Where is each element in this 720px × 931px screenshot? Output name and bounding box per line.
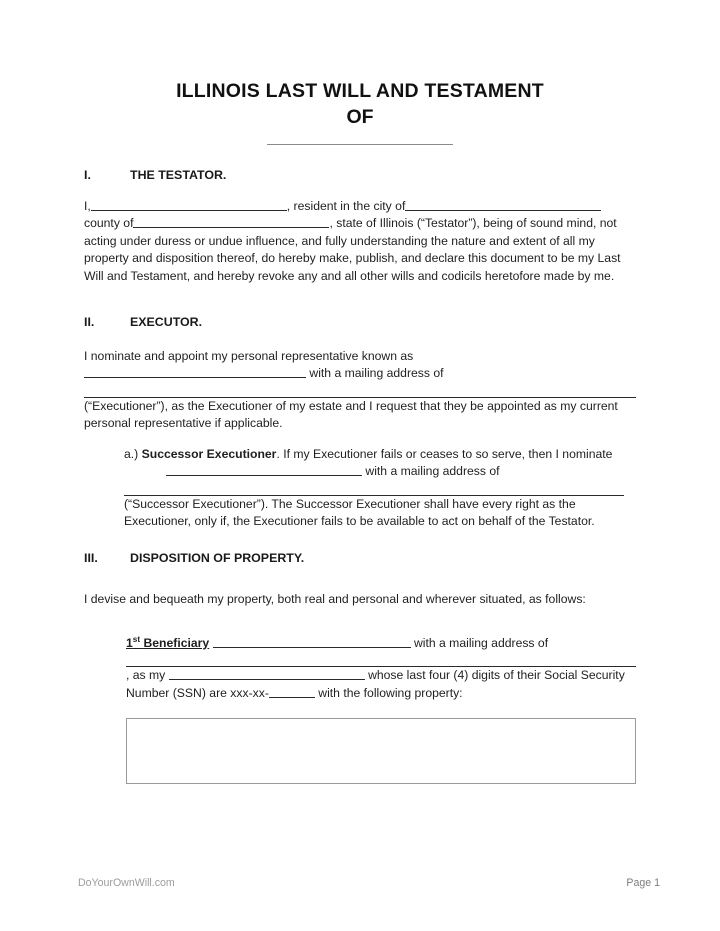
successor-text-2: with a mailing address of: [365, 464, 500, 479]
section-heading-testator: [84, 168, 226, 182]
testator-name-input[interactable]: [91, 198, 287, 211]
footer-site-name: DoYourOwnWill.com: [78, 877, 175, 889]
property-description-box[interactable]: [126, 718, 636, 784]
successor-executor-item: [124, 446, 624, 531]
executor-text-3: (“Executioner”), as the Executioner of my estate and I request that they be appointed as my current personal representative if applicable.: [84, 398, 618, 431]
disposition-text-1: I devise and bequeath my property, both real and personal and wherever situated, as follows:: [84, 592, 586, 606]
beneficiary-relationship-input[interactable]: [169, 667, 365, 680]
testator-text-2: , resident in the city of: [286, 199, 406, 213]
executor-text-1: I nominate and appoint my personal representative known as: [84, 349, 414, 363]
testator-text-4: , state of Illinois (“Testator”), being of sound mind, not acting under duress or undue influence, and fully understanding the nature and extent of all my property and disposition thereof, do hereby make, publish, and declare this document to be my Last Will and Testament, and hereby revoke any and all other wills and codicils heretofore made by me.: [84, 216, 621, 283]
document-title-block: [84, 78, 636, 145]
beneficiary-text-2: , as my: [126, 668, 166, 683]
beneficiary-label-number: 1: [126, 636, 133, 650]
beneficiary-address-input[interactable]: [126, 652, 636, 667]
beneficiary-label-suffix: st: [132, 634, 141, 644]
successor-address-input[interactable]: [124, 481, 624, 496]
beneficiary-text-1: with a mailing address of: [413, 636, 549, 650]
section-title-testator: THE TESTATOR.: [130, 168, 227, 182]
section-number-ii: II.: [84, 315, 95, 329]
testator-name-blank-line[interactable]: [267, 144, 453, 145]
successor-name-input[interactable]: [166, 463, 362, 476]
successor-label: Successor Executioner: [141, 447, 277, 461]
disposition-paragraph: [84, 591, 636, 608]
successor-text-1: . If my Executioner fails or ceases to so serve, then I nominate: [276, 447, 613, 461]
section-title-executor: EXECUTOR.: [130, 315, 203, 329]
testator-text-1: I,: [84, 199, 91, 213]
section-heading-disposition: [84, 551, 304, 565]
testator-text-3: county of: [84, 216, 134, 231]
beneficiary-label-word: Beneficiary: [143, 636, 210, 650]
section-number-i: I.: [84, 168, 91, 182]
executor-name-input[interactable]: [84, 365, 306, 378]
beneficiary-text-4: with the following property:: [318, 685, 463, 700]
executor-text-2: with a mailing address of: [309, 366, 444, 381]
beneficiary-block: [126, 635, 636, 702]
page-title: ILLINOIS LAST WILL AND TESTAMENT: [176, 80, 544, 102]
footer-page-number: Page 1: [626, 877, 660, 889]
successor-marker: a.): [124, 447, 139, 461]
testator-county-input[interactable]: [133, 215, 329, 228]
executor-address-input[interactable]: [84, 383, 636, 398]
section-number-iii: III.: [84, 551, 98, 565]
section-heading-executor: [84, 315, 202, 329]
section-title-disposition: DISPOSITION OF PROPERTY.: [130, 551, 305, 565]
page-title-of: OF: [346, 106, 374, 128]
successor-text-3: (“Successor Executioner”). The Successor Executioner shall have every right as the Executioner, only if, the Executioner fails to be available to act on behalf of the Testator.: [124, 496, 595, 529]
beneficiary-name-input[interactable]: [213, 635, 411, 648]
beneficiary-ssn-input[interactable]: [269, 685, 315, 698]
beneficiary-label: [126, 636, 209, 650]
executor-paragraph: [84, 348, 636, 433]
testator-city-input[interactable]: [405, 198, 601, 211]
testator-paragraph: [84, 198, 636, 285]
beneficiary-text-3: whose last four (4) digits of their Social Security Number (SSN) are xxx-xx-: [126, 668, 625, 700]
